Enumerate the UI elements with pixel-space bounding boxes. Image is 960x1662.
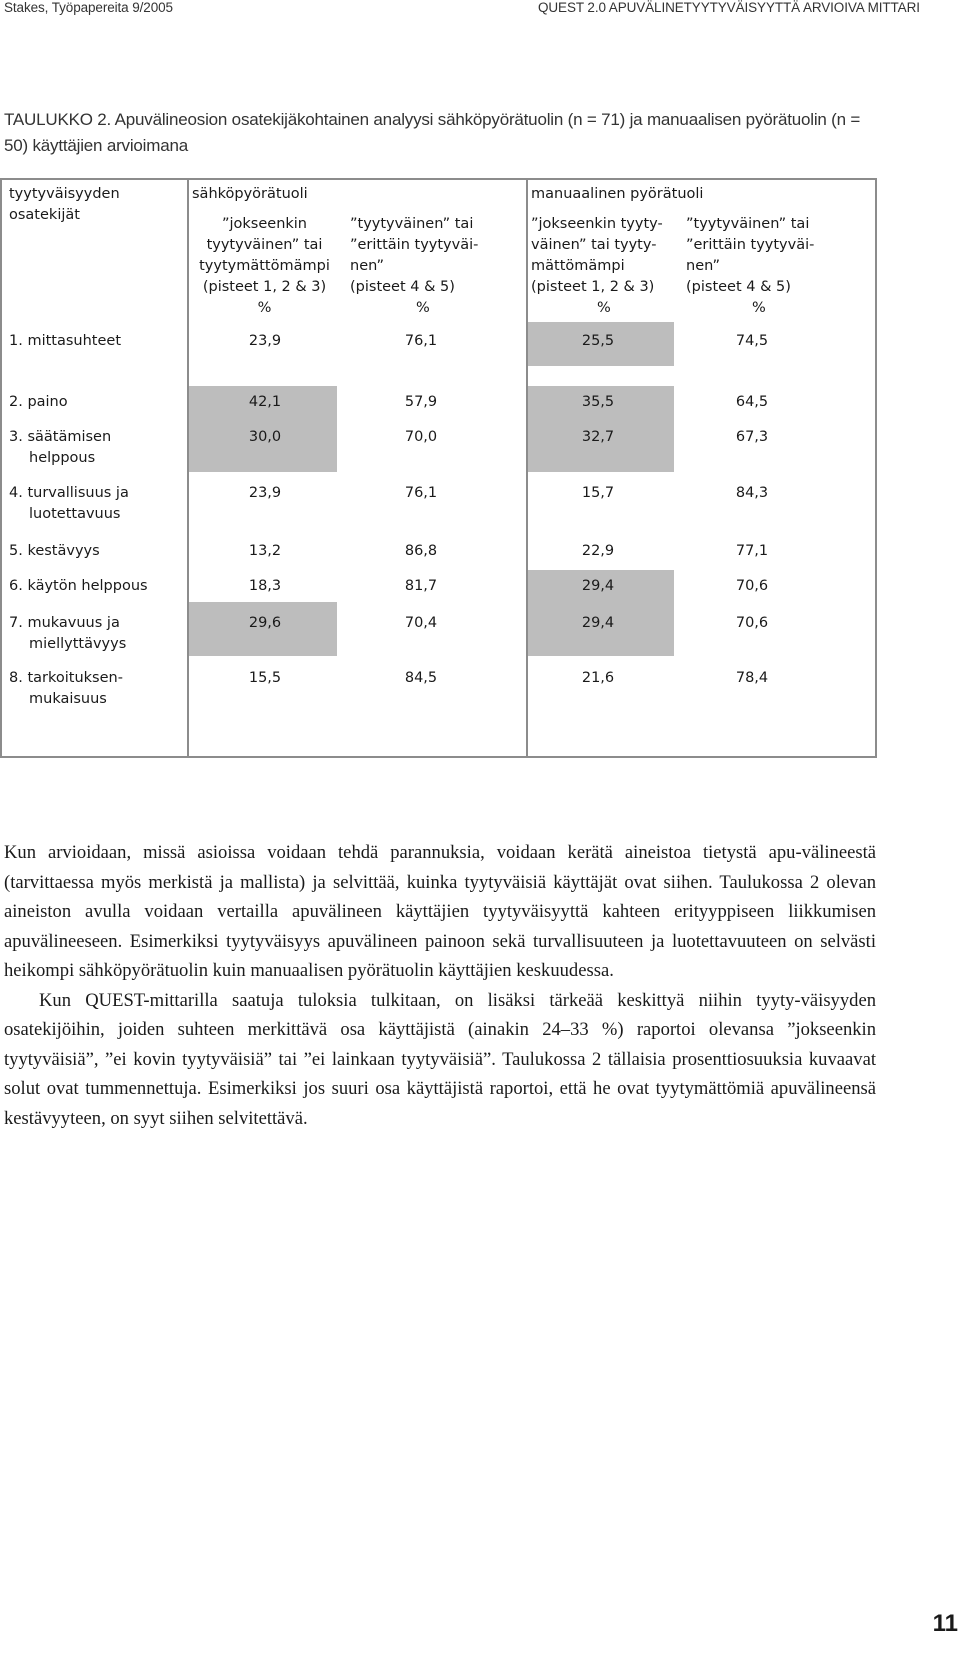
row-label (9, 427, 111, 469)
table-cell: 32,7 (581, 429, 615, 445)
table-cell: 70,4 (404, 615, 438, 631)
column-header-line: % (257, 300, 272, 316)
table-cell: 86,8 (404, 543, 438, 559)
column-header-line: (pisteet 1, 2 & 3) (202, 279, 327, 295)
column-header-electric-high (350, 214, 478, 319)
column-header-line: % (752, 300, 766, 316)
table-cell: 13,2 (248, 543, 282, 559)
corner-header-line: osatekijät (9, 207, 80, 223)
table-cell: 21,6 (581, 670, 615, 686)
row-label (9, 576, 148, 597)
table-cell: 29,4 (581, 578, 615, 594)
row-label-line: 3. säätämisen (9, 429, 112, 445)
table-cell: 77,1 (735, 543, 769, 559)
row-label-line: 5. kestävyys (9, 543, 100, 559)
row-label-line: 4. turvallisuus ja (9, 485, 129, 501)
corner-header-line: tyytyväisyyden (9, 186, 120, 202)
running-header-left: Stakes, Työpapereita 9/2005 (4, 0, 173, 15)
row-label-line: luotettavuus (29, 506, 121, 522)
table-cell: 23,9 (248, 485, 282, 501)
table-cell: 70,6 (735, 578, 769, 594)
table-cell: 84,5 (404, 670, 438, 686)
column-header-line: ”tyytyväinen” tai (350, 216, 474, 232)
table-cell: 70,0 (404, 429, 438, 445)
table-cell: 22,9 (581, 543, 615, 559)
table-cell: 67,3 (735, 429, 769, 445)
paragraph: Kun arvioidaan, missä asioissa voidaan tehdä parannuksia, voidaan kerätä aineistoa tietystä apu-välineestä (tarvittaessa myös merkistä ja mallista) ja selvittää, kuinka tyytyväisiä käyttäjät ovat siihen. Taulukossa 2 olevan aineiston avulla voidaan vertailla apuvälineen käyttäjien tyytyväisyyttä kahteen erityyppiseen liikkumisen apuvälineeseen. Esimerkiksi tyytyväisyys apuvälineen painoon sekä turvallisuuteen ja luotettavuuteen on selvästi heikompi sähköpyörätuolin kuin manuaalisen pyörätuolin käyttäjien keskuudessa. (4, 842, 876, 981)
column-header-electric-low (192, 214, 337, 319)
table-cell: 76,1 (404, 485, 438, 501)
row-label-line: mukaisuus (29, 691, 107, 707)
column-header-line: ”jokseenkin tyyty- (531, 216, 663, 232)
table-cell: 74,5 (735, 333, 769, 349)
table-cell: 15,5 (248, 670, 282, 686)
table-cell: 42,1 (248, 394, 282, 410)
body-text (4, 838, 876, 1133)
row-label (9, 668, 123, 710)
column-header-line: ”tyytyväinen” tai (686, 216, 810, 232)
page-number: 11 (932, 1610, 958, 1637)
table-cell: 29,4 (581, 615, 615, 631)
group-header-electric: sähköpyörätuoli (192, 186, 308, 202)
row-label-line: 8. tarkoituksen- (9, 670, 123, 686)
column-header-line: nen” (686, 258, 721, 274)
row-label-line: helppous (29, 450, 96, 466)
row-label (9, 613, 126, 655)
column-header-line: mättömämpi (531, 258, 625, 274)
table-cell: 30,0 (248, 429, 282, 445)
column-header-manual-high (686, 214, 814, 319)
table-cell: 29,6 (248, 615, 282, 631)
paragraph: Kun QUEST-mittarilla saatuja tuloksia tulkitaan, on lisäksi tärkeää keskittyä niihin tyyty-väisyyden osatekijöihin, joiden suhteen merkittävä osa käyttäjistä (ainakin 24–33 %) raportoi olevansa ”jokseenkin tyytyväisiä”, ”ei kovin tyytyväisiä” tai ”ei lainkaan tyytyväisiä”. Taulukossa 2 tällaisia prosenttiosuuksia kuvaavat solut ovat tummennettuja. Esimerkiksi jos suuri osa käyttäjistä raportoi, että he ovat tyytymättömiä apuvälineensä kestävyyteen, on syyt siihen selvitettävä. (4, 989, 876, 1129)
table-cell: 76,1 (404, 333, 438, 349)
corner-header (9, 184, 120, 226)
column-header-line: ”erittäin tyytyväi- (686, 237, 815, 253)
column-header-line: tyytyväinen” tai (206, 237, 323, 253)
table-cell: 78,4 (735, 670, 769, 686)
table-title: TAULUKKO 2. Apuvälineosion osatekijäkohtainen analyysi sähköpyörätuolin (n = 71) ja manuaalisen pyörätuolin (n = 50) käyttäjien arvioimana (4, 110, 861, 155)
column-header-line: tyytymättömämpi (199, 258, 330, 274)
column-header-line: (pisteet 4 & 5) (686, 279, 791, 295)
group-header-manual: manuaalinen pyörätuoli (531, 186, 704, 202)
table-cell: 15,7 (581, 485, 615, 501)
column-header-line: ”erittäin tyytyväi- (350, 237, 479, 253)
table-cell: 35,5 (581, 394, 615, 410)
table-divider-1 (187, 178, 189, 758)
table-cell: 70,6 (735, 615, 769, 631)
row-label-line: 7. mukavuus ja (9, 615, 120, 631)
table-cell: 25,5 (581, 333, 615, 349)
row-label (9, 541, 100, 562)
column-header-line: % (416, 300, 430, 316)
column-header-line: (pisteet 1, 2 & 3) (531, 279, 655, 295)
table-cell: 23,9 (248, 333, 282, 349)
column-header-line: väinen” tai tyyty- (531, 237, 657, 253)
row-label (9, 392, 68, 413)
row-label (9, 483, 129, 525)
column-header-line: ”jokseenkin (221, 216, 307, 232)
row-label-line: 2. paino (9, 394, 68, 410)
column-header-line: % (597, 300, 611, 316)
table-cell: 81,7 (404, 578, 438, 594)
row-label-line: 6. käytön helppous (9, 578, 148, 594)
table-divider-2 (526, 178, 528, 758)
table-cell: 57,9 (404, 394, 438, 410)
column-header-manual-low (531, 214, 663, 319)
table-cell: 64,5 (735, 394, 769, 410)
row-label-line: 1. mittasuhteet (9, 333, 121, 349)
column-header-line: nen” (350, 258, 385, 274)
row-label (9, 331, 121, 352)
table-cell: 84,3 (735, 485, 769, 501)
table-cell: 18,3 (248, 578, 282, 594)
row-label-line: miellyttävyys (29, 636, 127, 652)
column-header-line: (pisteet 4 & 5) (350, 279, 455, 295)
running-header-right: QUEST 2.0 APUVÄLINETYYTYVÄISYYTTÄ ARVIOIVA MITTARI (538, 0, 920, 15)
